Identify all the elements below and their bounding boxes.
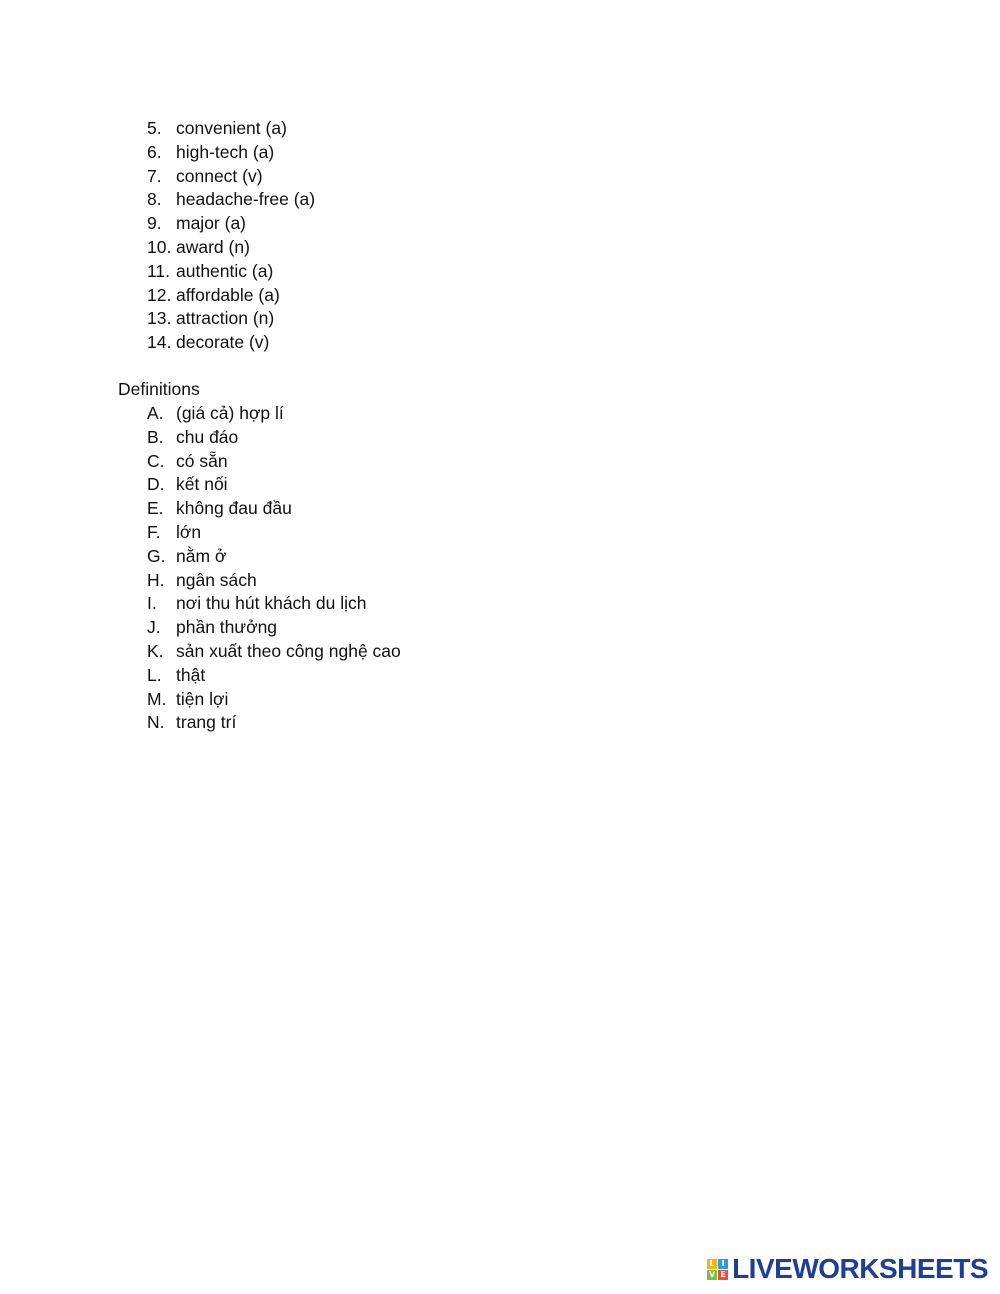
definition-text: phần thưởng <box>176 617 278 638</box>
vocabulary-number: 11. <box>147 260 171 281</box>
logo-text: LIVEWORKSHEETS <box>732 1253 988 1284</box>
definition-item <box>147 497 401 521</box>
definition-text: (giá cả) hợp lí <box>176 403 284 423</box>
definition-text: tiện lợi <box>176 688 229 709</box>
definition-letter: B. <box>147 426 164 447</box>
vocabulary-item <box>147 117 315 141</box>
definition-letter: I. <box>147 593 157 614</box>
definition-letter: E. <box>147 498 164 519</box>
definition-item <box>147 402 401 426</box>
definition-item <box>147 545 401 569</box>
vocabulary-item <box>147 260 315 284</box>
definition-text: ngân sách <box>176 569 257 590</box>
vocabulary-number: 12. <box>147 284 172 305</box>
vocabulary-number: 10. <box>147 236 172 257</box>
definition-item <box>147 473 401 497</box>
definition-item <box>147 569 401 593</box>
definition-text: sản xuất theo công nghệ cao <box>176 640 401 661</box>
definition-letter: D. <box>147 474 165 495</box>
definition-text: lớn <box>176 521 202 542</box>
vocabulary-number: 5. <box>147 118 162 138</box>
definition-item <box>147 592 401 616</box>
vocabulary-word: affordable (a) <box>176 284 280 305</box>
vocabulary-item <box>147 188 315 212</box>
definition-letter: H. <box>147 569 165 590</box>
vocabulary-word: authentic (a) <box>176 260 274 281</box>
definition-item <box>147 450 401 474</box>
definition-letter: K. <box>147 640 164 661</box>
definition-item <box>147 664 401 688</box>
definition-item <box>147 688 401 712</box>
definition-item <box>147 711 401 735</box>
vocabulary-item <box>147 165 315 189</box>
vocabulary-word: high-tech (a) <box>176 141 275 162</box>
vocabulary-item <box>147 307 315 331</box>
vocabulary-item <box>147 141 315 165</box>
vocabulary-word: convenient (a) <box>176 118 287 138</box>
logo-mark-icon <box>707 1259 728 1280</box>
logo-tile: V <box>708 1269 716 1279</box>
definition-letter: C. <box>147 450 165 471</box>
definition-item <box>147 521 401 545</box>
liveworksheets-logo <box>707 1254 988 1284</box>
definition-text: có sẵn <box>176 450 228 471</box>
vocabulary-item <box>147 212 315 236</box>
definition-letter: F. <box>147 521 161 542</box>
vocabulary-word: headache-free (a) <box>176 189 316 210</box>
vocabulary-number: 13. <box>147 308 172 329</box>
vocabulary-number: 7. <box>147 165 162 186</box>
vocabulary-item <box>147 236 315 260</box>
definition-text: thật <box>176 664 206 685</box>
logo-tile: I <box>718 1259 728 1269</box>
definition-text: chu đáo <box>176 426 239 447</box>
definition-letter: L. <box>147 664 162 685</box>
definition-item <box>147 616 401 640</box>
definition-text: trang trí <box>176 712 237 733</box>
vocabulary-word: connect (v) <box>176 165 263 186</box>
vocabulary-number: 9. <box>147 213 162 234</box>
vocabulary-list <box>147 117 315 355</box>
definition-item <box>147 640 401 664</box>
vocabulary-word: award (n) <box>176 236 250 257</box>
vocabulary-word: attraction (n) <box>176 308 275 329</box>
definition-text: kết nối <box>176 474 228 495</box>
definition-text: nằm ở <box>176 545 227 566</box>
definition-letter: A. <box>147 403 164 423</box>
definition-letter: J. <box>147 617 161 638</box>
definition-letter: G. <box>147 545 166 566</box>
definition-letter: M. <box>147 688 167 709</box>
definition-item <box>147 426 401 450</box>
vocabulary-word: major (a) <box>176 213 247 234</box>
vocabulary-word: decorate (v) <box>176 332 270 353</box>
logo-tile: E <box>718 1270 728 1280</box>
definitions-list <box>147 402 401 735</box>
definition-text: nơi thu hút khách du lịch <box>176 593 367 614</box>
definitions-heading: Definitions <box>118 379 200 399</box>
logo-tile: L <box>707 1259 717 1269</box>
definition-letter: N. <box>147 712 165 733</box>
vocabulary-item <box>147 284 315 308</box>
vocabulary-item <box>147 331 315 355</box>
definition-text: không đau đầu <box>176 498 292 519</box>
vocabulary-number: 14. <box>147 332 172 353</box>
vocabulary-number: 8. <box>147 189 162 210</box>
vocabulary-number: 6. <box>147 141 162 162</box>
